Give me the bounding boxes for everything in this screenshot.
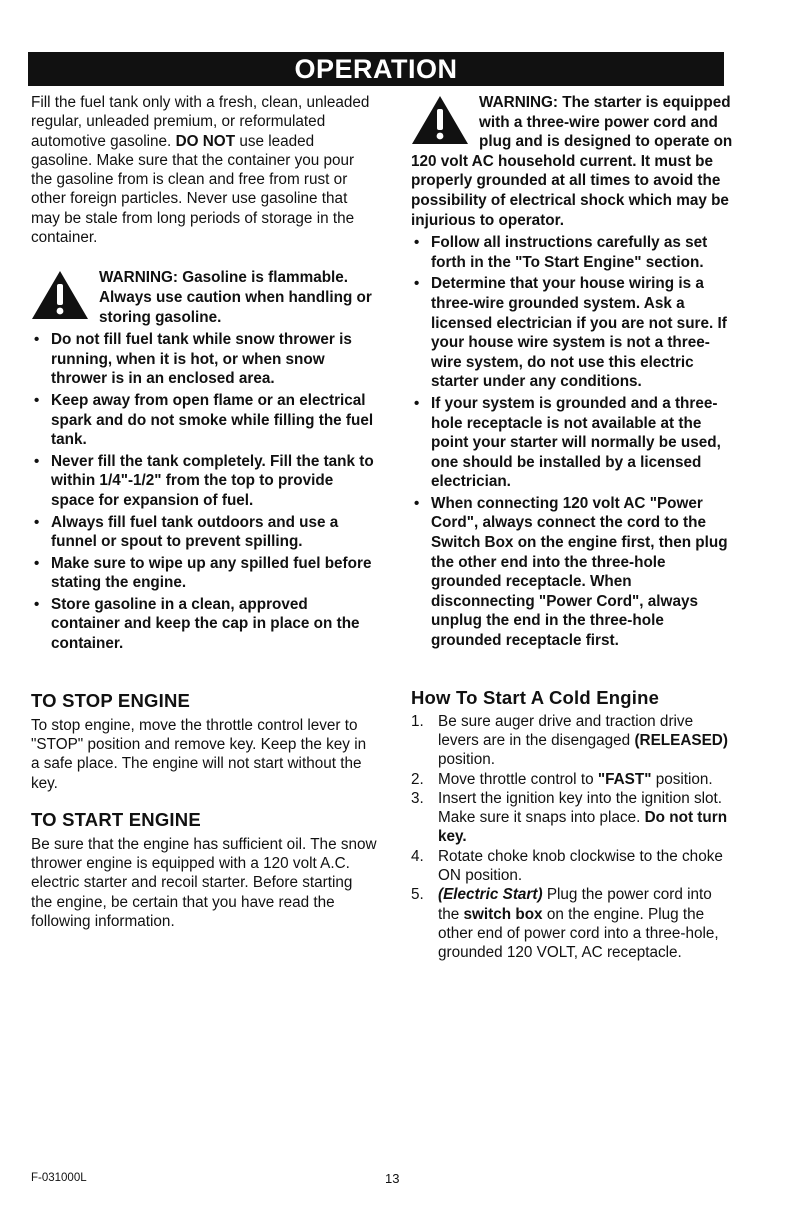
page-header (28, 52, 724, 86)
page-number: 13 (385, 1171, 400, 1186)
step-item: 3. Insert the ignition key into the ignition slot. Make sure it snaps into place. Do not turn key. (411, 789, 728, 846)
fuel-intro-paragraph: Fill the fuel tank only with a fresh, clean, unleaded regular, unleaded premium, or reformulated automotive gasoline. DO NOT use leaded gasoline. Make sure that the container you pour the gasoline from is clean and free from rust or other foreign particles. Never use gasoline that may be stale from long periods of storage in the container. (31, 94, 370, 247)
warning-triangle-icon (411, 95, 469, 145)
start-engine-heading: TO START ENGINE (31, 808, 201, 830)
electrical-safety-list (411, 233, 736, 650)
starter-warning (411, 93, 736, 230)
list-item: • Follow all instructions carefully as set forth in the "To Start Engine" section. (411, 233, 736, 272)
emphasis-do-not: DO NOT (175, 132, 236, 150)
start-engine-text: Be sure that the engine has sufficient oil. The snow thrower engine is equipped with a 120 volt A.C. electric starter and recoil starter. Before starting the engine, be certain that you have read the following information. (31, 835, 377, 931)
gasoline-safety-list (31, 330, 377, 654)
gasoline-warning (31, 268, 377, 327)
cold-start-steps (411, 712, 736, 963)
list-item: • If your system is grounded and a three-hole receptacle is not available at the point your starter will normally be used, one should be installed by a licensed electrician. (411, 394, 736, 492)
step-item: 1. Be sure auger drive and traction drive levers are in the disengaged (RELEASED) position. (411, 712, 728, 769)
list-item: • Never fill the tank completely. Fill the tank to within 1/4"-1/2" from the top to provide space for expansion of fuel. (31, 452, 377, 511)
step-item: 2. Move throttle control to "FAST" position. (411, 770, 713, 788)
stop-engine-text: To stop engine, move the throttle control lever to "STOP" position and remove key. Keep the key in a safe place. The engine will not start without the key. (31, 716, 367, 792)
list-item: • Always fill fuel tank outdoors and use a funnel or spout to prevent spilling. (31, 513, 377, 552)
list-item: • Store gasoline in a clean, approved container and keep the cap in place on the container. (31, 595, 377, 654)
gasoline-warning-text: WARNING: Gasoline is flammable. Always use caution when handling or storing gasoline. (99, 269, 372, 326)
right-column (411, 93, 736, 962)
list-item: • Keep away from open flame or an electrical spark and do not smoke while filling the fuel tank. (31, 391, 377, 450)
list-item: • Do not fill fuel tank while snow thrower is running, when it is hot, or when snow thrower is in an enclosed area. (31, 330, 377, 389)
list-item: • Determine that your house wiring is a three-wire grounded system. Ask a licensed electrician if you are not sure. If your house wire system is not a three-wire system, do not use this electric starter under any conditions. (411, 274, 736, 392)
cold-start-heading: How To Start A Cold Engine (411, 686, 660, 708)
document-code: F-031000L (31, 1172, 87, 1184)
section-title: OPERATION (294, 54, 458, 84)
list-item: • When connecting 120 volt AC "Power Cord", always connect the cord to the Switch Box on the engine first, then plug the other end into the three-hole grounded receptacle. When disconnecting "Power Cord", always unplug the end in the three-hole grounded receptacle first. (411, 494, 736, 651)
left-column (31, 93, 377, 931)
stop-engine-heading: TO STOP ENGINE (31, 689, 191, 711)
step-item: 5. (Electric Start) Plug the power cord into the switch box on the engine. Plug the other end of power cord into a three-hole, grounded 120 VOLT, AC receptacle. (411, 886, 719, 962)
warning-triangle-icon (31, 270, 89, 320)
list-item: • Make sure to wipe up any spilled fuel before stating the engine. (31, 554, 377, 593)
step-item: 4. Rotate choke knob clockwise to the choke ON position. (411, 847, 723, 884)
starter-warning-text: WARNING: The starter is equipped with a three-wire power cord and plug and is designed to operate on 120 volt AC household current. It must be properly grounded at all times to avoid the possibility of electrical shock which may be injurious to operator. (411, 94, 733, 229)
